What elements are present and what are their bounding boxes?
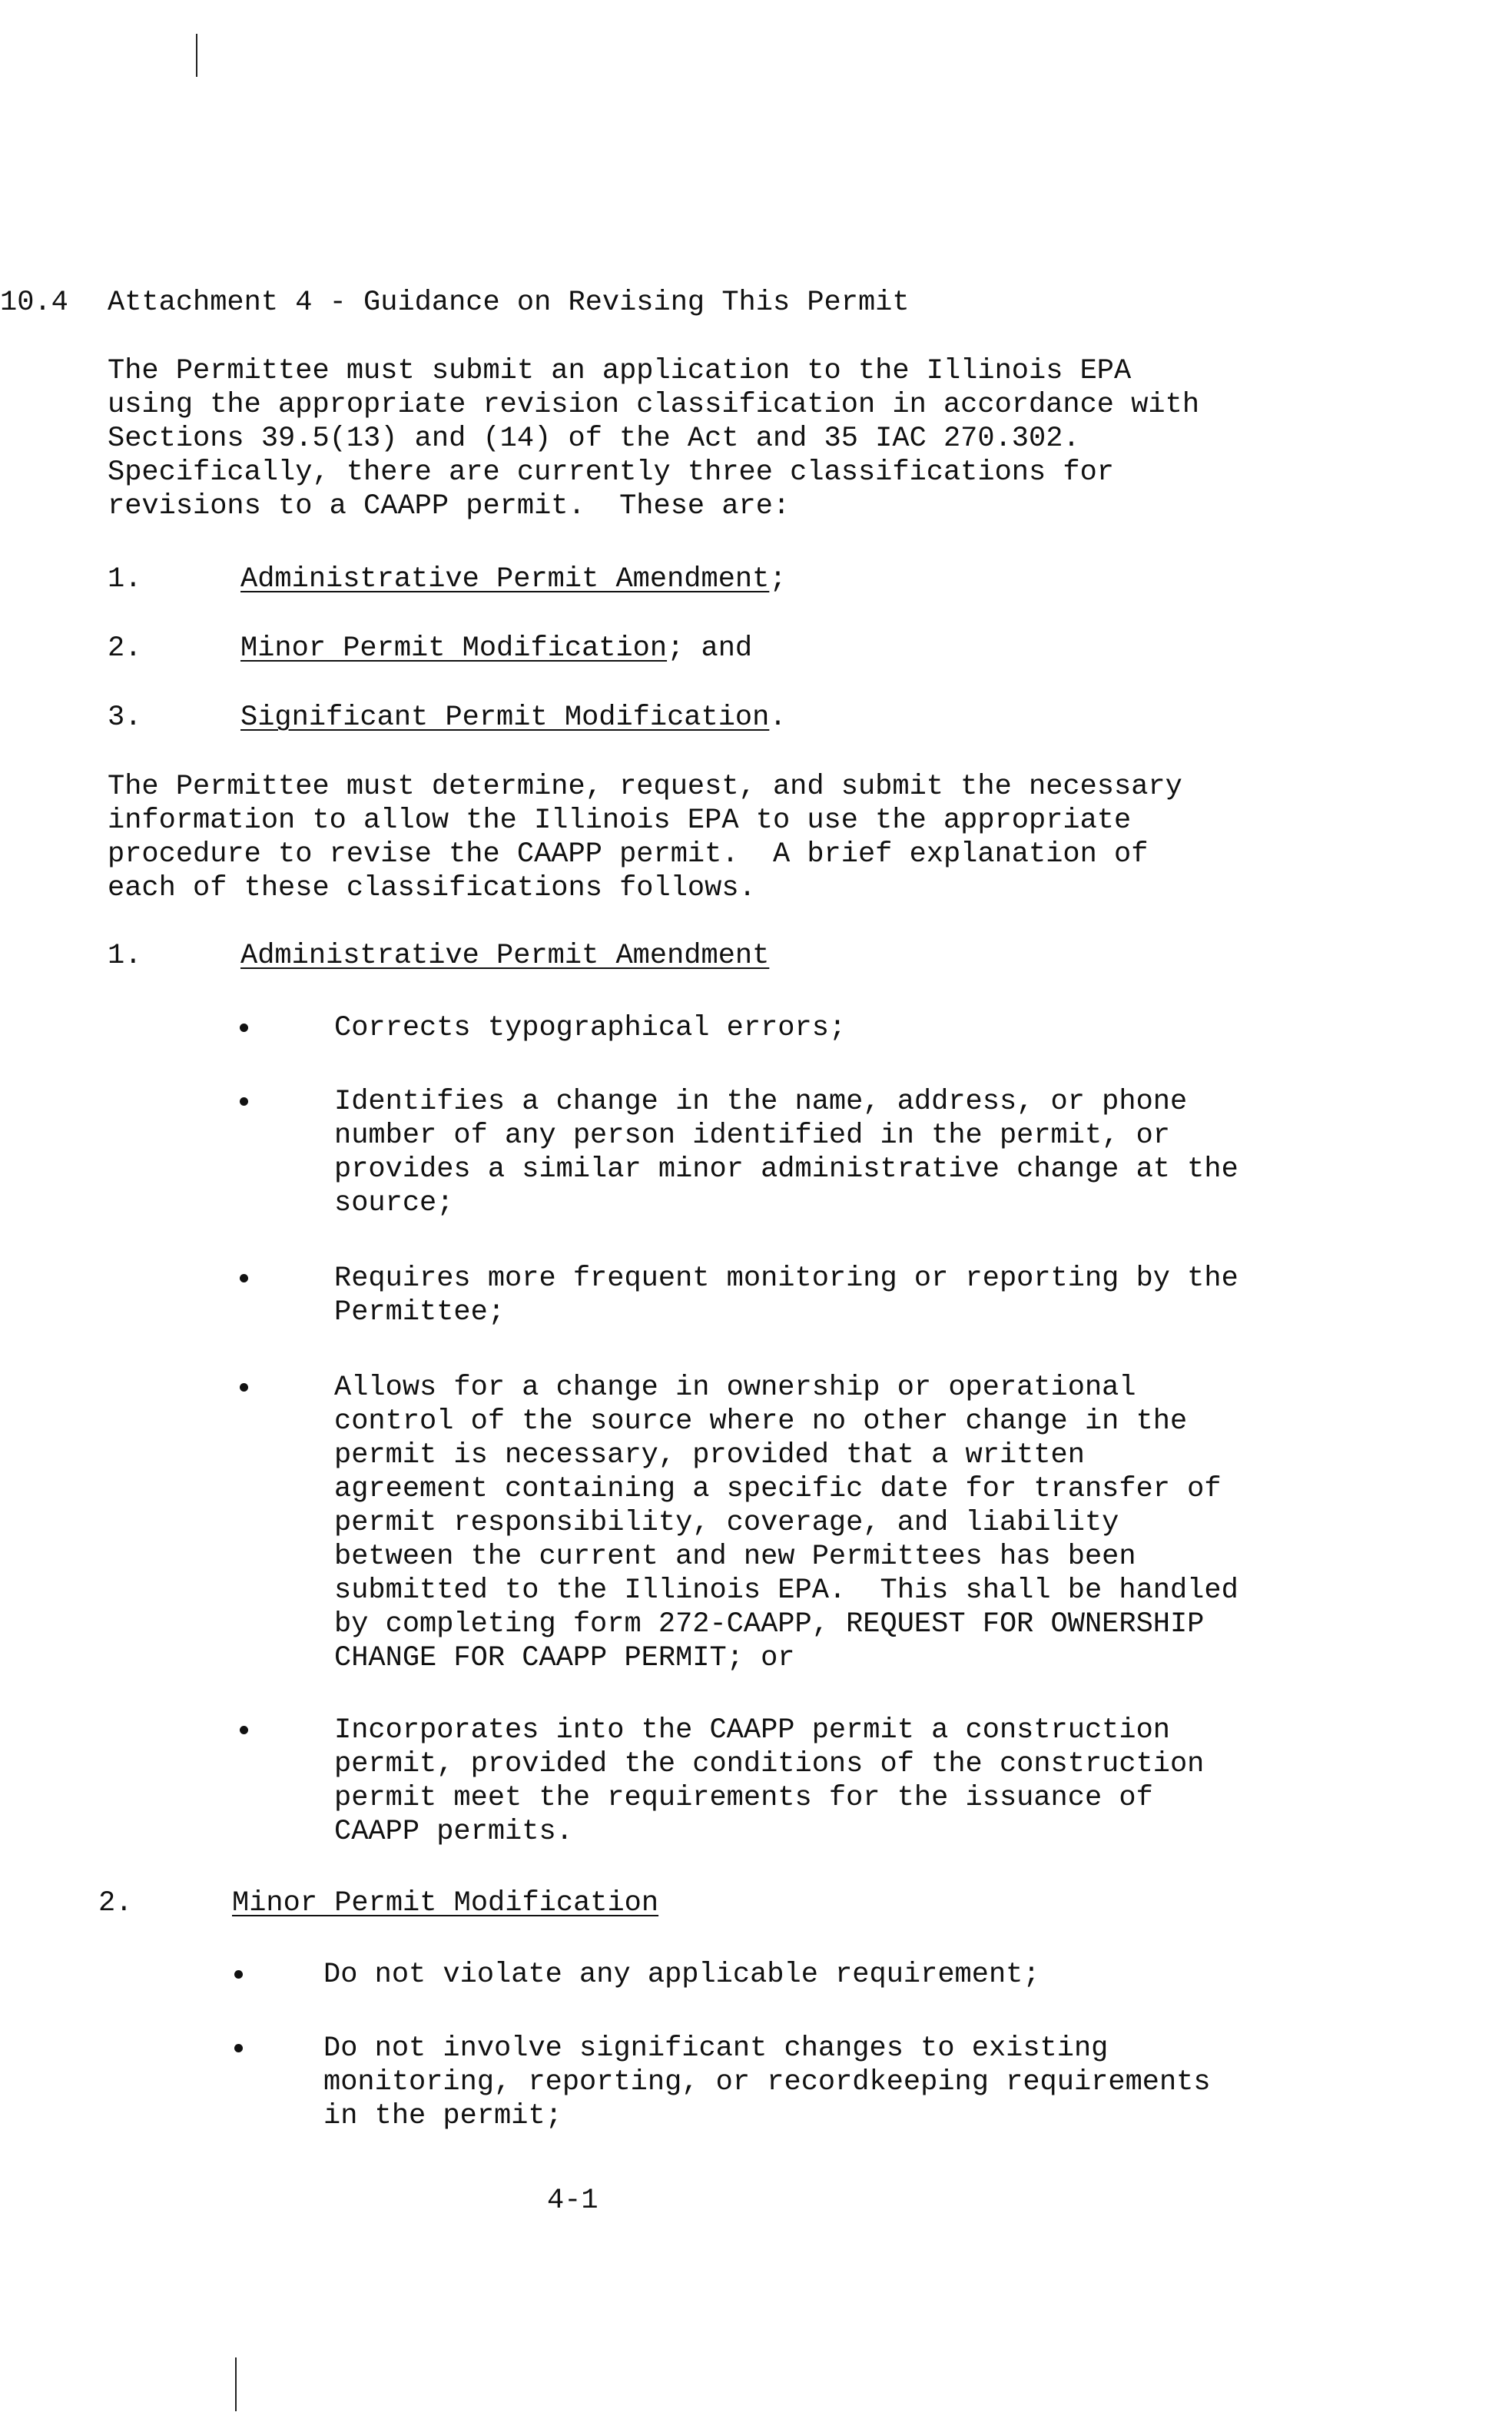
text-line: Do not violate any applicable requirement; bbox=[323, 1959, 1040, 1991]
text-line: CHANGE FOR CAAPP PERMIT; or bbox=[334, 1642, 795, 1674]
text-line: Corrects typographical errors; bbox=[334, 1012, 847, 1044]
text-line: Sections 39.5(13) and (14) of the Act and 35 IAC 270.302. bbox=[108, 423, 1080, 455]
bullet-item bbox=[323, 1958, 1040, 1992]
text-line: permit meet the requirements for the issuance of bbox=[334, 1782, 1153, 1814]
classification-label: Significant Permit Modification bbox=[240, 702, 770, 734]
classification-suffix: ; bbox=[769, 563, 787, 596]
text-line: Permittee; bbox=[334, 1296, 506, 1329]
text-line: Do not involve significant changes to existing bbox=[323, 2032, 1109, 2065]
bullet-item bbox=[334, 1011, 846, 1045]
classification-suffix: ; and bbox=[667, 632, 753, 665]
admin-amendment-heading: Administrative Permit Amendment bbox=[240, 940, 770, 972]
text-line: procedure to revise the CAAPP permit. A brief explanation of bbox=[108, 838, 1149, 871]
intro-paragraph bbox=[108, 354, 1199, 523]
bullet-icon bbox=[240, 1274, 248, 1282]
minor-modification-number: 2. bbox=[98, 1887, 133, 1919]
bullet-icon bbox=[240, 1024, 248, 1032]
bullet-icon bbox=[240, 1097, 248, 1106]
explanation-paragraph bbox=[108, 770, 1182, 905]
text-line: Incorporates into the CAAPP permit a construction bbox=[334, 1714, 1170, 1747]
text-line: agreement containing a specific date for transfer of bbox=[334, 1473, 1222, 1505]
bullet-icon bbox=[240, 1383, 248, 1392]
classification-number: 2. bbox=[108, 632, 142, 665]
text-line: provides a similar minor administrative change at the bbox=[334, 1153, 1238, 1186]
classification-item bbox=[240, 632, 752, 665]
classification-number: 3. bbox=[108, 702, 142, 734]
text-line: Specifically, there are currently three classifications for bbox=[108, 456, 1115, 489]
text-line: permit is necessary, provided that a written bbox=[334, 1439, 1085, 1471]
text-line: submitted to the Illinois EPA. This shall be handled bbox=[334, 1574, 1238, 1607]
text-line: Identifies a change in the name, address, or phone bbox=[334, 1086, 1188, 1118]
admin-amendment-number: 1. bbox=[108, 940, 142, 972]
classification-item bbox=[240, 701, 787, 735]
bullet-icon bbox=[234, 2044, 243, 2052]
text-line: by completing form 272-CAAPP, REQUEST FOR OWNERSHIP bbox=[334, 1608, 1205, 1641]
classification-suffix: . bbox=[769, 702, 787, 734]
text-line: monitoring, reporting, or recordkeeping requirements bbox=[323, 2066, 1211, 2099]
section-title: Attachment 4 - Guidance on Revising This Permit bbox=[108, 287, 910, 319]
text-line: CAAPP permits. bbox=[334, 1816, 573, 1848]
text-line: in the permit; bbox=[323, 2100, 562, 2132]
classification-item bbox=[240, 562, 787, 596]
text-line: revisions to a CAAPP permit. These are: bbox=[108, 490, 791, 523]
text-line: each of these classifications follows. bbox=[108, 872, 756, 904]
bullet-icon bbox=[240, 1726, 248, 1734]
bullet-item bbox=[323, 2032, 1211, 2133]
text-line: control of the source where no other change in the bbox=[334, 1405, 1188, 1438]
minor-modification-heading: Minor Permit Modification bbox=[232, 1887, 659, 1919]
text-line: between the current and new Permittees has been bbox=[334, 1541, 1136, 1573]
text-line: permit, provided the conditions of the construction bbox=[334, 1748, 1205, 1780]
text-line: The Permittee must submit an application to the Illinois EPA bbox=[108, 355, 1132, 387]
section-number: 10.4 bbox=[0, 287, 68, 319]
bullet-item bbox=[334, 1714, 1204, 1849]
classification-label: Administrative Permit Amendment bbox=[240, 563, 770, 596]
scan-mark-top bbox=[196, 34, 197, 77]
scan-mark-bottom bbox=[235, 2357, 237, 2411]
page-number: 4-1 bbox=[547, 2185, 598, 2217]
text-line: source; bbox=[334, 1187, 454, 1219]
classification-label: Minor Permit Modification bbox=[240, 632, 668, 665]
text-line: The Permittee must determine, request, and submit the necessary bbox=[108, 771, 1182, 803]
bullet-item bbox=[334, 1262, 1238, 1329]
text-line: using the appropriate revision classification in accordance with bbox=[108, 389, 1200, 421]
bullet-item bbox=[334, 1085, 1238, 1220]
classification-number: 1. bbox=[108, 563, 142, 596]
text-line: permit responsibility, coverage, and liability bbox=[334, 1507, 1119, 1539]
text-line: number of any person identified in the permit, or bbox=[334, 1120, 1170, 1152]
text-line: Requires more frequent monitoring or reporting by the bbox=[334, 1262, 1238, 1295]
bullet-item bbox=[334, 1371, 1238, 1675]
text-line: Allows for a change in ownership or operational bbox=[334, 1372, 1136, 1404]
text-line: information to allow the Illinois EPA to use the appropriate bbox=[108, 805, 1132, 837]
bullet-icon bbox=[234, 1970, 243, 1979]
